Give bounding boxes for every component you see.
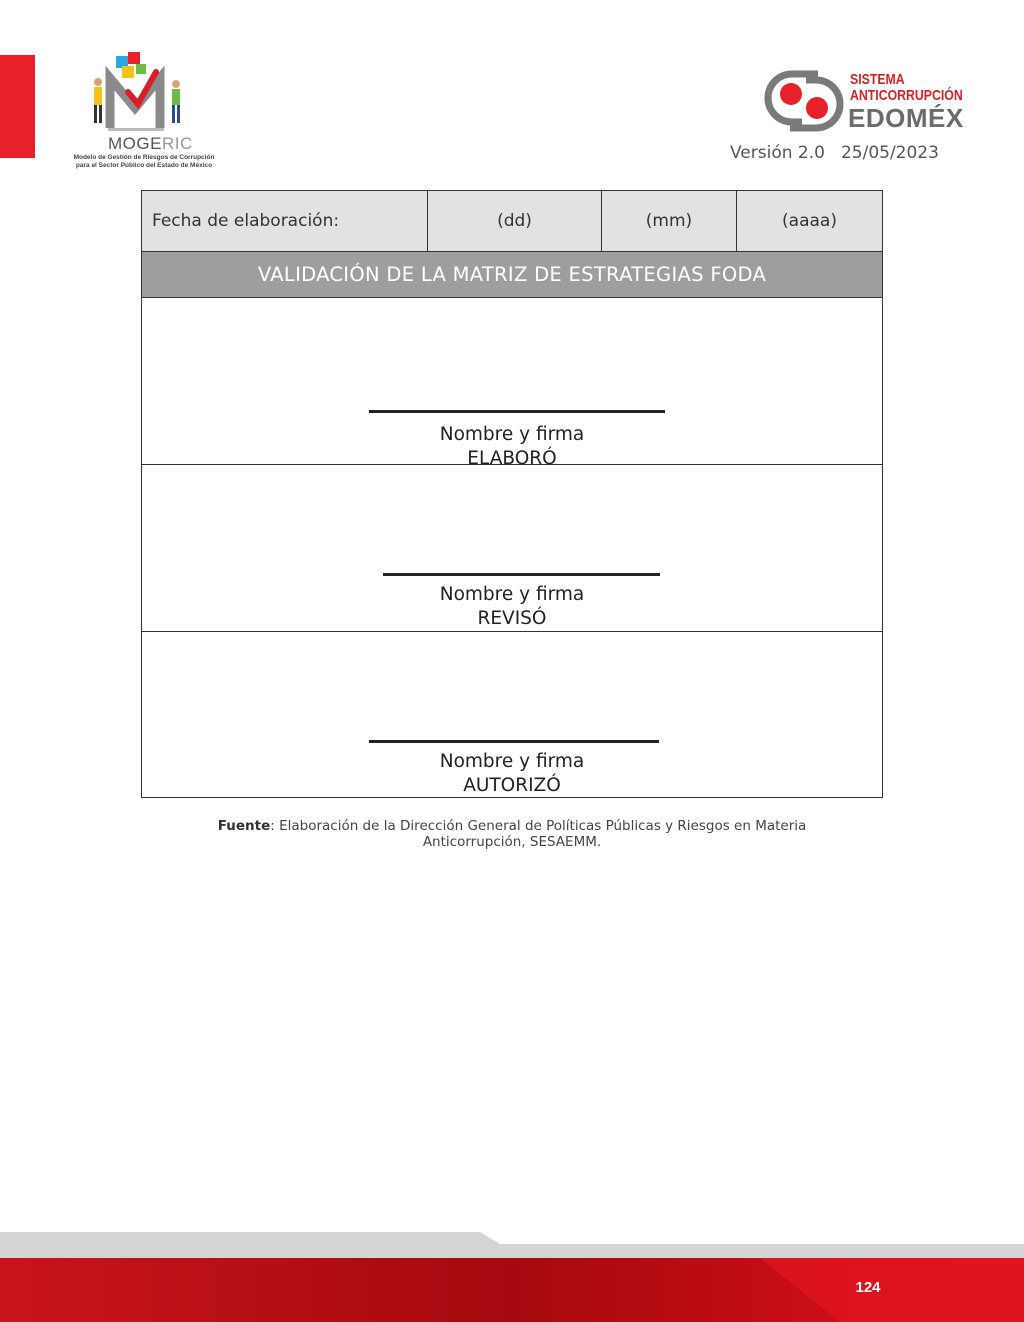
form-title: VALIDACIÓN DE LA MATRIZ DE ESTRATEGIAS FODA bbox=[142, 252, 882, 298]
date-row bbox=[142, 191, 882, 252]
mogeric-title: MOGERIC bbox=[108, 134, 193, 153]
month-field[interactable]: (mm) bbox=[602, 191, 737, 251]
year-field[interactable]: (aaaa) bbox=[782, 211, 837, 231]
page-number: 124 bbox=[855, 1279, 881, 1296]
signature-line bbox=[369, 740, 659, 743]
red-side-tab bbox=[0, 55, 35, 158]
page-footer bbox=[0, 1228, 1024, 1322]
signature-role: ELABORÓ bbox=[467, 448, 557, 469]
signature-line bbox=[369, 410, 665, 413]
version-info bbox=[730, 143, 939, 163]
mogeric-subtitle: Modelo de Gestión de Riesgos de Corrupción para el Sector Público del Estado de México bbox=[73, 154, 215, 169]
validation-form bbox=[141, 190, 883, 798]
signature-label: Nombre y firma bbox=[439, 424, 585, 445]
source-note bbox=[150, 818, 874, 850]
day-field[interactable]: (dd) bbox=[428, 191, 602, 251]
signature-role: REVISÓ bbox=[477, 608, 547, 629]
signature-block-reviso[interactable] bbox=[142, 465, 882, 632]
sa-line-3: EDOMÉX bbox=[848, 103, 964, 133]
signature-label: Nombre y firma bbox=[439, 584, 585, 605]
version-label: Versión 2.0 bbox=[730, 143, 825, 163]
signature-role: AUTORIZÓ bbox=[463, 775, 561, 796]
sa-line-2: ANTICORRUPCIÓN bbox=[850, 87, 963, 104]
sa-line-1: SISTEMA bbox=[850, 71, 905, 88]
signature-label: Nombre y firma bbox=[439, 751, 585, 772]
source-label: Fuente bbox=[217, 818, 271, 834]
mogeric-logo bbox=[60, 48, 230, 174]
version-date: 25/05/2023 bbox=[840, 143, 939, 163]
sistema-anticorrupcion-logo bbox=[762, 68, 972, 134]
footer-band-icon bbox=[0, 1228, 1024, 1322]
signature-block-elaboro[interactable] bbox=[142, 298, 882, 469]
signature-block-autorizo[interactable] bbox=[142, 632, 882, 798]
date-label: Fecha de elaboración: bbox=[142, 191, 428, 251]
signature-line bbox=[383, 573, 660, 576]
sa-emblem-icon bbox=[762, 68, 846, 134]
source-text: : Elaboración de la Dirección General de Políticas Públicas y Riesgos en Materia bbox=[270, 818, 807, 834]
source-text-2: Anticorrupción, SESAEMM. bbox=[422, 834, 602, 850]
mogeric-emblem-icon bbox=[80, 48, 210, 138]
